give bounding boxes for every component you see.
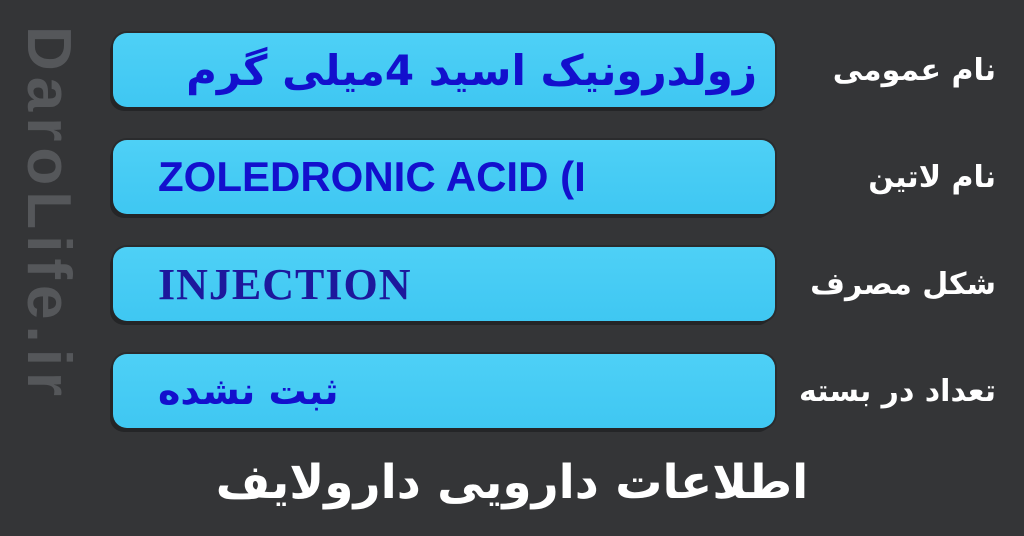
field-row-dosage-form xyxy=(0,247,1024,321)
count-per-pack-label: تعداد در بسته xyxy=(799,373,996,409)
watermark-darolife-logo: DaroLife.ir xyxy=(14,26,83,403)
generic-name-field[interactable] xyxy=(113,33,775,107)
latin-name-label: نام لاتین xyxy=(868,159,996,195)
count-per-pack-value: ثبت نشده xyxy=(158,369,339,413)
dosage-form-value: INJECTION xyxy=(158,259,412,309)
generic-name-label: نام عمومی xyxy=(832,52,996,88)
latin-name-field[interactable] xyxy=(113,140,775,214)
count-per-pack-field[interactable] xyxy=(113,354,775,428)
dosage-form-label: شکل مصرف xyxy=(810,266,996,302)
latin-name-value: ZOLEDRONIC ACID (I xyxy=(158,153,586,200)
field-row-count-per-pack xyxy=(0,354,1024,428)
field-row-latin-name xyxy=(0,140,1024,214)
dosage-form-field[interactable] xyxy=(113,247,775,321)
generic-name-value: زولدرونیک اسید 4میلی گرم xyxy=(186,45,757,95)
footer-title: اطلاعات دارویی دارولایف xyxy=(215,455,809,510)
field-row-generic-name xyxy=(0,33,1024,107)
